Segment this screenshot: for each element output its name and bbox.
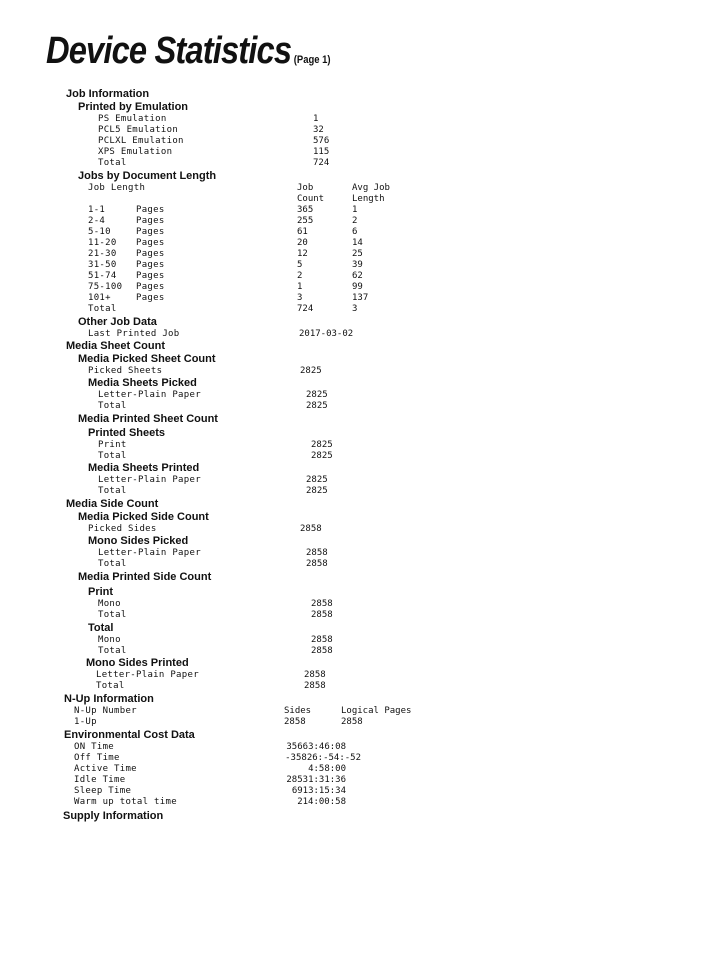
printed-sheets-label: Total xyxy=(98,451,127,461)
print-label: Mono xyxy=(98,599,121,609)
nup-row-label: 1-Up xyxy=(74,717,97,727)
length-unit: Pages xyxy=(136,271,165,281)
mono-picked-label: Total xyxy=(98,559,127,569)
subsection-media-printed-side-count: Media Printed Side Count xyxy=(78,571,212,583)
env-value: 214:00:58 xyxy=(297,797,346,807)
length-unit: Pages xyxy=(136,216,165,226)
job-count: 255 xyxy=(297,216,314,226)
env-value: 4:58:00 xyxy=(308,764,346,774)
print-label: Total xyxy=(98,610,127,620)
job-count: 5 xyxy=(297,260,303,270)
length-unit: Pages xyxy=(136,205,165,215)
subsection-jobs-by-length: Jobs by Document Length xyxy=(78,170,217,182)
job-count: 365 xyxy=(297,205,314,215)
subsection-media-sheets-picked: Media Sheets Picked xyxy=(88,377,197,389)
avg-length: 99 xyxy=(352,282,363,292)
mono-picked-value: 2858 xyxy=(306,548,328,558)
subsection-printed-by-emulation: Printed by Emulation xyxy=(78,101,189,113)
section-job-information: Job Information xyxy=(66,88,150,100)
total-value: 2858 xyxy=(311,646,333,656)
job-count: 1 xyxy=(297,282,303,292)
env-label: Warm up total time xyxy=(74,797,177,807)
length-unit: Pages xyxy=(136,238,165,248)
section-nup-information: N-Up Information xyxy=(64,693,154,705)
total-label: Mono xyxy=(98,635,121,645)
mono-printed-value: 2858 xyxy=(304,670,326,680)
subsection-print: Print xyxy=(88,586,114,598)
env-label: ON Time xyxy=(74,742,115,752)
subsection-total: Total xyxy=(88,622,114,634)
section-media-side-count: Media Side Count xyxy=(66,498,159,510)
avg-length-total: 3 xyxy=(352,304,358,314)
mono-printed-value: 2858 xyxy=(304,681,326,691)
env-label: Off Time xyxy=(74,753,120,763)
length-unit: Pages xyxy=(136,227,165,237)
subsection-media-sheets-printed: Media Sheets Printed xyxy=(88,462,200,474)
sheets-picked-value: 2825 xyxy=(306,401,328,411)
mono-picked-label: Letter-Plain Paper xyxy=(98,548,201,558)
length-range: 21-30 xyxy=(88,249,117,259)
job-count: 12 xyxy=(297,249,308,259)
last-printed-job-label: Last Printed Job xyxy=(88,329,180,339)
mono-printed-label: Letter-Plain Paper xyxy=(96,670,199,680)
job-count: 61 xyxy=(297,227,308,237)
emulation-label: PS Emulation xyxy=(98,114,167,124)
printed-sheets-label: Print xyxy=(98,440,127,450)
section-environmental-cost-data: Environmental Cost Data xyxy=(64,729,195,741)
length-unit: Pages xyxy=(136,282,165,292)
env-label: Sleep Time xyxy=(74,786,132,796)
length-range: 1-1 xyxy=(88,205,106,215)
picked-sides-label: Picked Sides xyxy=(88,524,157,534)
length-range: 31-50 xyxy=(88,260,117,270)
length-range: 11-20 xyxy=(88,238,117,248)
print-value: 2858 xyxy=(311,599,333,609)
length-total-label: Total xyxy=(88,304,117,314)
mono-picked-value: 2858 xyxy=(306,559,328,569)
last-printed-job-value: 2017-03-02 xyxy=(299,329,354,339)
sheets-printed-label: Letter-Plain Paper xyxy=(98,475,201,485)
column-header-avg-length: Length xyxy=(352,194,385,204)
subsection-printed-sheets: Printed Sheets xyxy=(88,427,166,439)
sheets-printed-value: 2825 xyxy=(306,475,328,485)
job-count: 2 xyxy=(297,271,303,281)
total-label: Total xyxy=(98,646,127,656)
nup-logical-value: 2858 xyxy=(341,717,363,727)
nup-number-label: N-Up Number xyxy=(74,706,137,716)
mono-printed-label: Total xyxy=(96,681,125,691)
length-unit: Pages xyxy=(136,249,165,259)
subsection-other-job-data: Other Job Data xyxy=(78,316,157,328)
column-header-job-count: Count xyxy=(297,194,325,204)
avg-length: 137 xyxy=(352,293,369,303)
env-label: Idle Time xyxy=(74,775,126,785)
subsection-media-printed-sheet-count: Media Printed Sheet Count xyxy=(78,413,218,425)
emulation-label: PCLXL Emulation xyxy=(98,136,184,146)
column-header-avg-length: Avg Job xyxy=(352,183,390,193)
avg-length: 39 xyxy=(352,260,363,270)
subsection-media-picked-side-count: Media Picked Side Count xyxy=(78,511,209,523)
subsection-mono-sides-picked: Mono Sides Picked xyxy=(88,535,189,547)
printed-sheets-value: 2825 xyxy=(311,440,333,450)
sheets-picked-value: 2825 xyxy=(306,390,328,400)
env-value: 35663:46:08 xyxy=(286,742,346,752)
length-range: 101+ xyxy=(88,293,111,303)
total-value: 2858 xyxy=(311,635,333,645)
emulation-label: PCL5 Emulation xyxy=(98,125,179,135)
avg-length: 25 xyxy=(352,249,363,259)
column-header-sides: Sides xyxy=(284,706,312,716)
emulation-value: 32 xyxy=(313,125,324,135)
emulation-label: XPS Emulation xyxy=(98,147,173,157)
sheets-picked-label: Total xyxy=(98,401,127,411)
subsection-media-picked-sheet-count: Media Picked Sheet Count xyxy=(78,353,216,365)
avg-length: 62 xyxy=(352,271,363,281)
length-range: 5-10 xyxy=(88,227,111,237)
env-value: 28531:31:36 xyxy=(286,775,346,785)
sheets-printed-value: 2825 xyxy=(306,486,328,496)
nup-sides-value: 2858 xyxy=(284,717,306,727)
emulation-value: 724 xyxy=(313,158,330,168)
print-value: 2858 xyxy=(311,610,333,620)
picked-sheets-label: Picked Sheets xyxy=(88,366,163,376)
section-media-sheet-count: Media Sheet Count xyxy=(66,340,166,352)
picked-sides-value: 2858 xyxy=(300,524,322,534)
length-unit: Pages xyxy=(136,260,165,270)
page-number-label: (Page 1) xyxy=(293,54,331,66)
length-range: 2-4 xyxy=(88,216,106,226)
sheets-picked-label: Letter-Plain Paper xyxy=(98,390,201,400)
job-count: 20 xyxy=(297,238,308,248)
section-supply-information: Supply Information xyxy=(63,810,164,822)
printed-sheets-value: 2825 xyxy=(311,451,333,461)
emulation-value: 115 xyxy=(313,147,330,157)
job-count: 3 xyxy=(297,293,303,303)
env-value: -35826:-54:-52 xyxy=(285,753,361,763)
emulation-value: 1 xyxy=(313,114,319,124)
column-header-job-count: Job xyxy=(297,183,314,193)
page-title: Device Statistics (Page 1) xyxy=(46,30,331,72)
avg-length: 6 xyxy=(352,227,358,237)
subsection-mono-sides-printed: Mono Sides Printed xyxy=(86,657,189,669)
avg-length: 14 xyxy=(352,238,363,248)
avg-length: 1 xyxy=(352,205,358,215)
length-range: 51-74 xyxy=(88,271,117,281)
sheets-printed-label: Total xyxy=(98,486,127,496)
avg-length: 2 xyxy=(352,216,358,226)
job-count-total: 724 xyxy=(297,304,314,314)
env-value: 6913:15:34 xyxy=(291,786,346,796)
length-range: 75-100 xyxy=(88,282,123,292)
column-header-logical-pages: Logical Pages xyxy=(341,706,412,716)
picked-sheets-value: 2825 xyxy=(300,366,322,376)
env-label: Active Time xyxy=(74,764,137,774)
emulation-label: Total xyxy=(98,158,127,168)
emulation-value: 576 xyxy=(313,136,330,146)
length-unit: Pages xyxy=(136,293,165,303)
column-header-job-length: Job Length xyxy=(88,183,146,193)
